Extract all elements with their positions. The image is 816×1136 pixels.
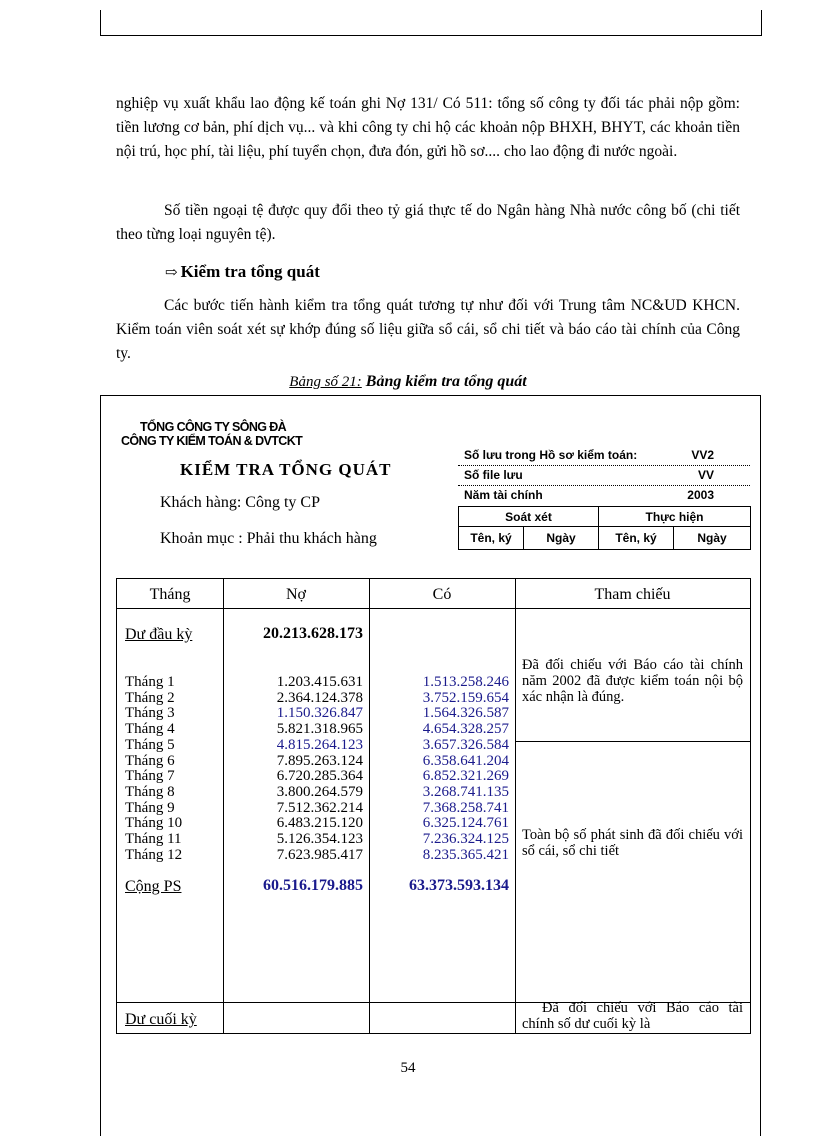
credit-value: 3.268.741.135 <box>422 783 509 800</box>
info-row-file-ref <box>458 445 750 466</box>
credit-value: 7.368.258.741 <box>422 799 509 816</box>
credit-value: 4.654.328.257 <box>422 721 509 738</box>
perform-name-cell: Tên, ký <box>599 527 674 550</box>
credit-value: 1.513.258.246 <box>422 674 509 690</box>
review-header: Soát xét <box>459 507 599 527</box>
header-divider <box>117 608 750 609</box>
debit-value: 5.821.318.965 <box>276 721 363 738</box>
debit-value: 6.720.285.364 <box>276 768 363 785</box>
signoff-table <box>458 506 751 550</box>
debit-value: 1.150.326.847 <box>276 705 363 722</box>
ledger-table <box>116 578 751 1034</box>
worksheet-title: KIỂM TRA TỔNG QUÁT <box>180 460 392 479</box>
opening-debit: 20.213.628.173 <box>263 625 363 642</box>
debit-value: 3.800.264.579 <box>276 783 363 800</box>
month-label: Tháng 11 <box>125 831 182 847</box>
info-row-file-number <box>458 465 750 486</box>
credit-value: 6.325.124.761 <box>422 815 509 832</box>
arrow-right-icon: ⇨ <box>165 265 178 281</box>
month-label: Tháng 8 <box>125 783 175 800</box>
caption-label: Bảng số 21: <box>289 374 362 390</box>
opening-label: Dư đầu kỳ <box>125 626 193 643</box>
credit-value: 6.852.321.269 <box>422 768 509 785</box>
total-label: Cộng PS <box>125 878 182 895</box>
paragraph-2: Số tiền ngoại tệ được quy đổi theo tỷ giá thực tế do Ngân hàng Nhà nước công bố (chi tiết theo từng loại nguyên tệ). <box>116 202 740 243</box>
credit-value: 3.752.159.654 <box>422 689 509 706</box>
table-caption <box>0 373 816 391</box>
credit-value: 6.358.641.204 <box>422 752 509 769</box>
info-label: Năm tài chính <box>464 488 543 502</box>
total-credit: 63.373.593.134 <box>409 877 509 894</box>
review-name-cell: Tên, ký <box>459 527 524 550</box>
debit-value: 7.895.263.124 <box>276 752 363 769</box>
debit-value: 2.364.124.378 <box>276 689 363 706</box>
credit-value: 3.657.326.584 <box>422 736 509 753</box>
reference-note-2: Toàn bộ số phát sinh đã đối chiếu với sổ cái, sổ chi tiết <box>522 827 743 859</box>
page-number: 54 <box>400 1060 416 1076</box>
heading-text: Kiểm tra tổng quát <box>180 262 320 281</box>
header-credit: Có <box>432 586 452 603</box>
debit-value: 5.126.354.123 <box>276 831 363 847</box>
info-value: VV2 <box>691 448 714 462</box>
month-label: Tháng 5 <box>125 736 175 753</box>
header-reference: Tham chiếu <box>594 586 671 603</box>
debit-value: 6.483.215.120 <box>276 815 363 832</box>
client-label: Khách hàng: Công ty CP <box>160 494 320 511</box>
paragraph-3: Các bước tiến hành kiểm tra tổng quát tương tự như đối với Trung tâm NC&UD KHCN. Kiểm toán viên soát xét sự khớp đúng số liệu giữa sổ cái, sổ chi tiết và báo cáo tài chính của Công ty. <box>116 297 740 362</box>
month-label: Tháng 6 <box>125 752 175 769</box>
debit-value: 1.203.415.631 <box>276 674 363 690</box>
month-label: Tháng 10 <box>125 815 183 832</box>
col-divider <box>515 579 516 1033</box>
month-label: Tháng 9 <box>125 799 175 816</box>
total-debit: 60.516.179.885 <box>263 877 363 894</box>
credit-value: 8.235.365.421 <box>422 846 509 863</box>
credit-value: 7.236.324.125 <box>422 831 509 847</box>
month-label: Tháng 7 <box>125 768 175 785</box>
debit-value: 7.512.362.214 <box>276 799 363 816</box>
company-name-2: CÔNG TY KIỂM TOÁN & DVTCKT <box>121 434 303 448</box>
month-label: Tháng 3 <box>125 705 175 722</box>
account-label: Khoản mục : Phải thu khách hàng <box>160 530 377 547</box>
col-divider <box>223 579 224 1033</box>
debit-value: 4.815.264.123 <box>276 736 363 753</box>
section-heading <box>165 262 320 282</box>
header-debit: Nợ <box>285 586 306 603</box>
review-date-cell: Ngày <box>524 527 599 550</box>
month-label: Tháng 12 <box>125 846 183 863</box>
page-top-border <box>100 10 762 36</box>
paragraph-1: nghiệp vụ xuất khẩu lao động kế toán ghi Nợ 131/ Có 511: tổng số công ty đối tác phải nộp gồm: tiền lương cơ bản, phí dịch vụ... và khi công ty chi hộ các khoản nộp BHXH, BHYT, các khoản tiền nội trú, học phí, tài liệu, phí tuyển chọn, đưa đón, gửi hồ sơ.... cho lao động đi nước ngoài. <box>116 95 740 160</box>
info-row-fiscal-year <box>458 485 750 505</box>
month-label: Tháng 2 <box>125 689 175 706</box>
month-label: Tháng 4 <box>125 721 175 738</box>
info-value: VV <box>697 468 714 482</box>
info-label: Số lưu trong Hồ sơ kiểm toán: <box>464 448 638 462</box>
header-month: Tháng <box>149 586 191 603</box>
company-name-1: TỔNG CÔNG TY SÔNG ĐÀ <box>140 420 287 434</box>
month-label: Tháng 1 <box>125 674 175 690</box>
caption-title: Bảng kiểm tra tổng quát <box>361 373 527 390</box>
reference-note-1: Đã đối chiếu với Báo cáo tài chính năm 2002 đã được kiểm toán nội bộ xác nhận là đúng. <box>522 657 743 705</box>
info-label: Số file lưu <box>464 468 523 482</box>
note-divider <box>515 741 750 742</box>
info-value: 2003 <box>687 488 714 502</box>
perform-date-cell: Ngày <box>674 527 751 550</box>
perform-header: Thực hiện <box>599 507 751 527</box>
col-divider <box>369 579 370 1033</box>
debit-value: 7.623.985.417 <box>276 846 363 863</box>
closing-label: Dư cuối kỳ <box>125 1011 197 1028</box>
credit-value: 1.564.326.587 <box>422 705 509 722</box>
reference-note-3: Đã đối chiếu với Báo cáo tài chính số dư cuối kỳ là <box>522 1000 743 1032</box>
